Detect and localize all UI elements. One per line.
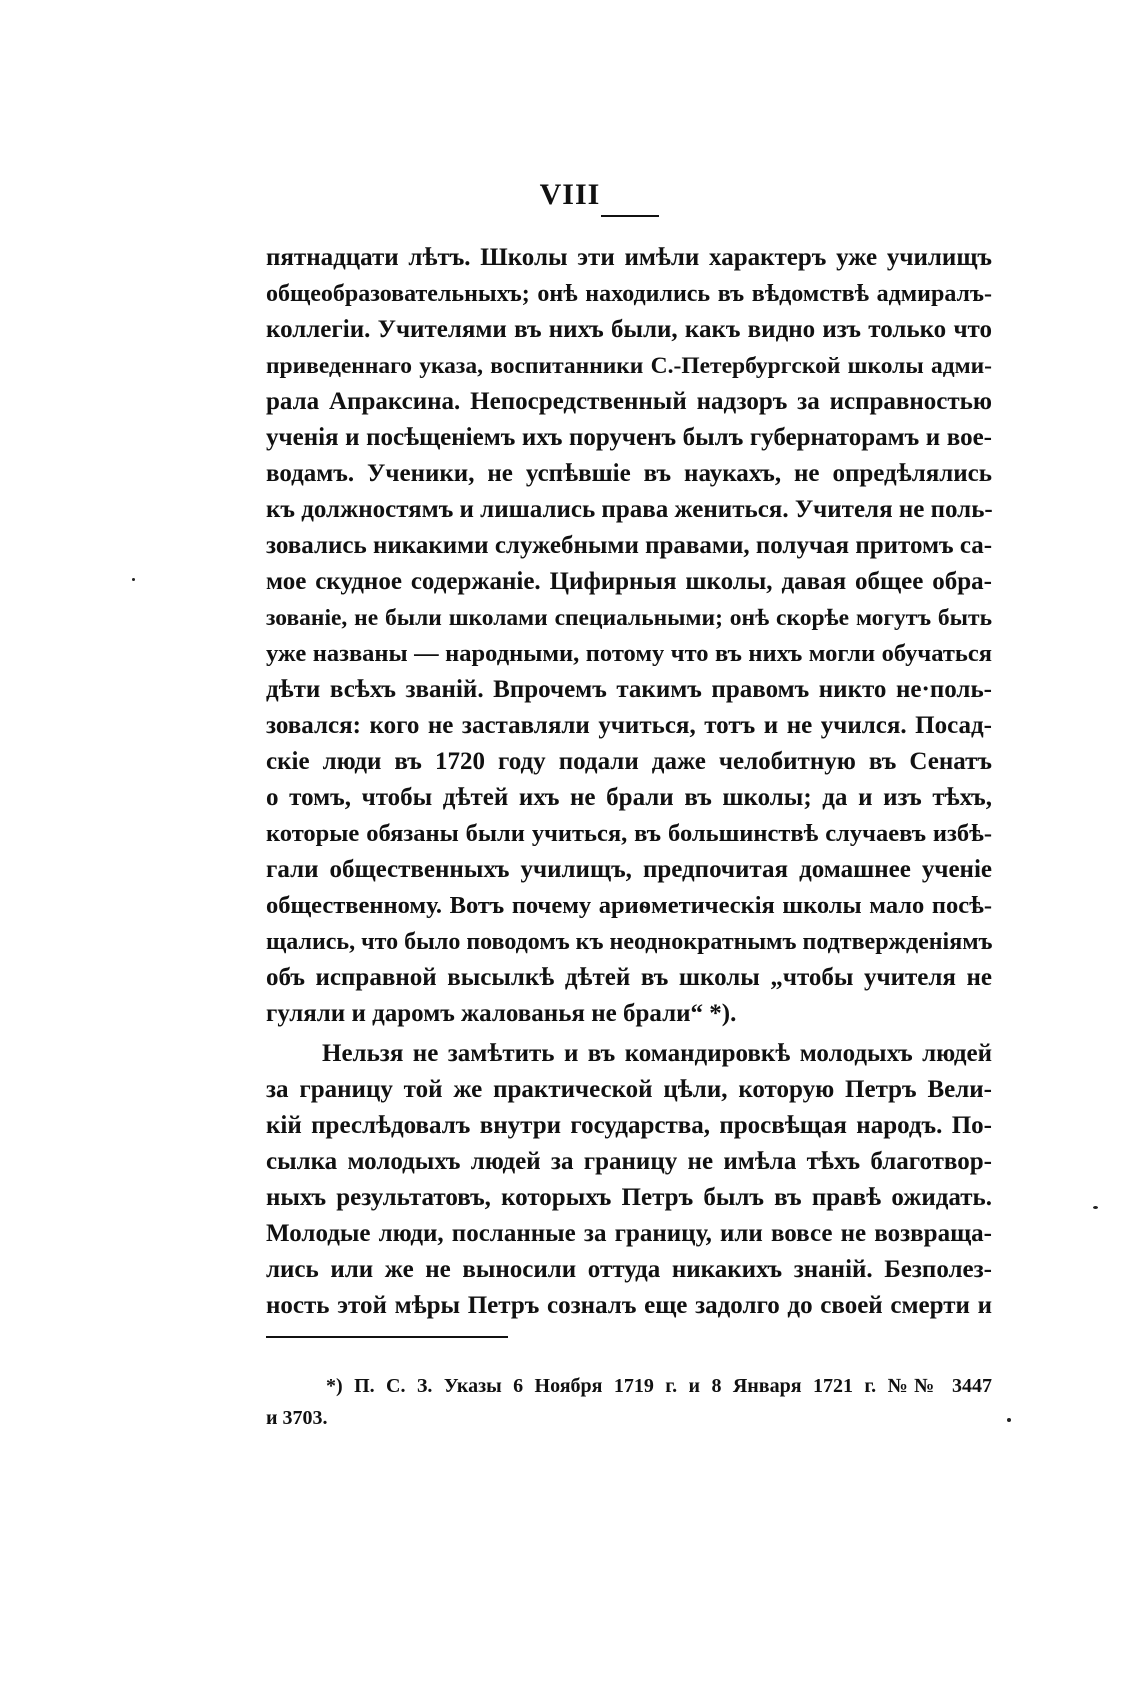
text-line: къ должностямъ и лишались права жениться. Учителя не поль- (266, 496, 993, 523)
footnote (266, 1370, 992, 1434)
text-line: мое скудное содержаніе. Цифирныя школы, давая общее обра- (266, 568, 992, 595)
text-line: ученія и посѣщеніемъ ихъ порученъ былъ губернаторамъ и вое- (266, 424, 992, 451)
text-line: Нельзя не замѣтить и въ командировкѣ молодыхъ людей (322, 1040, 992, 1067)
text-line: которые обязаны были учиться, въ большинствѣ случаевъ избѣ- (266, 820, 992, 847)
text-line: ныхъ результатовъ, которыхъ Петръ былъ въ правѣ ожидать. (266, 1184, 992, 1211)
text-line: за границу той же практической цѣли, которую Петръ Вели- (266, 1076, 992, 1103)
text-line: пятнадцати лѣтъ. Школы эти имѣли характеръ уже училищъ (266, 244, 992, 271)
text-line: о томъ, чтобы дѣтей ихъ не брали въ школы; да и изъ тѣхъ, (266, 784, 992, 811)
text-line: щались, что было поводомъ къ неоднократнымъ подтвержденіямъ (266, 929, 993, 955)
text-line: лись или же не выносили оттуда никакихъ знаній. Безполез- (266, 1256, 992, 1283)
footnote-separator (266, 1336, 508, 1338)
text-line: скіе люди въ 1720 году подали даже челобитную въ Сенатъ (266, 748, 992, 775)
text-line: рала Апраксина. Непосредственный надзоръ за исправностью (266, 388, 992, 415)
main-text (266, 240, 992, 1324)
page-number-underline (601, 215, 659, 217)
text-line: водамъ. Ученики, не успѣвшіе въ наукахъ, не опредѣлялись (266, 460, 992, 487)
text-line: общеобразовательныхъ; онѣ находились въ вѣдомствѣ адмиралъ- (266, 281, 992, 307)
text-line: приведеннаго указа, воспитанники С.-Петербургской школы адми- (266, 353, 992, 379)
footnote-line: *) П. С. З. Указы 6 Ноября 1719 г. и 8 Января 1721 г. №№ 3447 (326, 1375, 992, 1397)
footnote-line: и 3703. (266, 1407, 328, 1429)
text-line: гуляли и даромъ жалованья не брали“ *). (266, 1000, 737, 1027)
text-line: зованіе, не были школами специальными; онѣ скорѣе могутъ быть (266, 605, 992, 631)
text-line: зовались никакими служебными правами, получая притомъ са- (266, 532, 993, 559)
text-line: общественному. Вотъ почему ариѳметическія школы мало посѣ- (266, 892, 992, 919)
text-line: уже названы — народными, потому что въ нихъ могли обучаться (266, 640, 992, 667)
scan-speck (1007, 1418, 1011, 1422)
text-line: объ исправной высылкѣ дѣтей въ школы „чтобы учителя не (266, 964, 992, 991)
text-line: гали общественныхъ училищъ, предпочитая домашнее ученіе (266, 856, 992, 883)
text-line: коллегіи. Учителями въ нихъ были, какъ видно изъ только что (266, 316, 992, 343)
text-line: зовался: кого не заставляли учиться, тотъ и не учился. Посад- (266, 712, 992, 739)
text-line: сылка молодыхъ людей за границу не имѣла тѣхъ благотвор- (266, 1148, 992, 1175)
text-line: Молодые люди, посланные за границу, или вовсе не возвраща- (266, 1220, 992, 1247)
page-number: VIII (539, 178, 601, 211)
paragraph (266, 1036, 992, 1324)
text-line: дѣти всѣхъ званій. Впрочемъ такимъ правомъ никто не·поль- (266, 676, 992, 703)
text-line: кій преслѣдовалъ внутри государства, просвѣщая народъ. По- (266, 1112, 992, 1139)
text-line: ность этой мѣры Петръ созналъ еще задолго до своей смерти и (266, 1292, 992, 1319)
scan-speck (132, 578, 135, 581)
scan-speck (1093, 1206, 1098, 1209)
paragraph (266, 240, 992, 1032)
